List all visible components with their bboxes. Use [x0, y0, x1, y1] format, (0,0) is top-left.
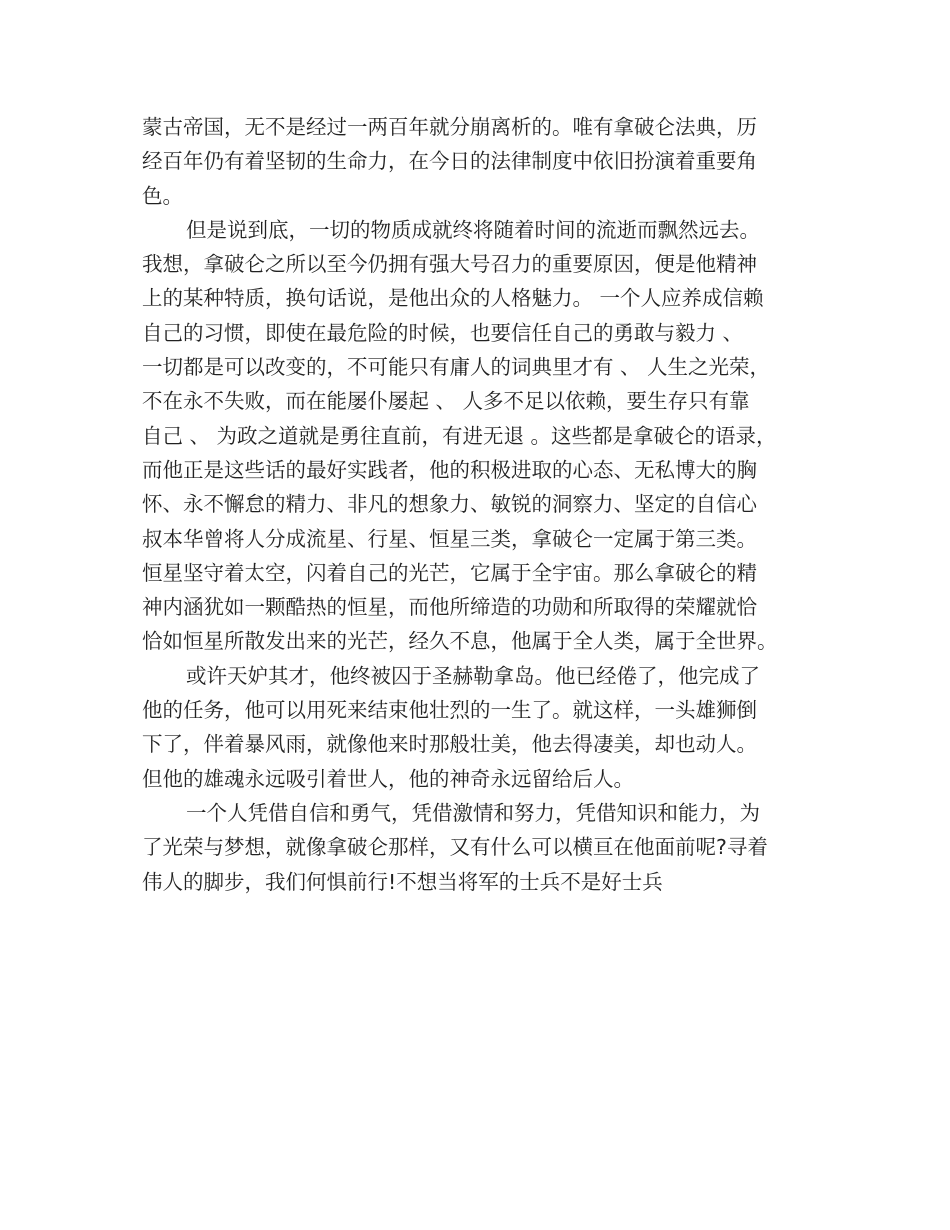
text-line: 伟人的脚步，我们何惧前行!不想当将军的士兵不是好士兵	[142, 869, 663, 894]
text-line: 上的某种特质，换句话说，是他出众的人格魅力。 一个人应养成信赖	[142, 286, 764, 311]
text-line: 一切都是可以改变的，不可能只有庸人的词典里才有 、 人生之光荣，	[142, 355, 771, 380]
text-line: 叔本华曾将人分成流星、行星、恒星三类，拿破仑一定属于第三类。	[142, 526, 757, 551]
text-line: 自己的习惯，即使在最危险的时候，也要信任自己的勇敢与毅力 、	[142, 320, 744, 345]
text-line: 或许天妒其才，他终被囚于圣赫勒拿岛。他已经倦了，他完成了	[186, 663, 760, 688]
text-line: 不在永不失败，而在能屡仆屡起 、 人多不足以依赖，要生存只有靠	[142, 389, 750, 414]
text-line: 而他正是这些话的最好实践者，他的积极进取的心态、无私博大的胸	[142, 457, 757, 482]
text-line: 但他的雄魂永远吸引着世人，他的神奇永远留给后人。	[142, 766, 634, 791]
text-line: 神内涵犹如一颗酷热的恒星，而他所缔造的功勋和所取得的荣耀就恰	[142, 595, 757, 620]
text-line: 下了，伴着暴风雨，就像他来时那般壮美，他去得凄美，却也动人。	[142, 732, 757, 757]
text-line: 恒星坚守着太空，闪着自己的光芒，它属于全宇宙。那么拿破仑的精	[142, 560, 757, 585]
text-line: 了光荣与梦想，就像拿破仑那样，又有什么可以横亘在他面前呢?寻着	[142, 835, 768, 860]
text-line: 色。	[142, 183, 183, 208]
text-line: 我想，拿破仑之所以至今仍拥有强大号召力的重要原因，便是他精神	[142, 252, 757, 277]
text-line: 经百年仍有着坚韧的生命力，在今日的法律制度中依旧扮演着重要角	[142, 149, 757, 174]
text-line: 他的任务，他可以用死来结束他壮烈的一生了。就这样，一头雄狮倒	[142, 698, 757, 723]
text-line: 怀、永不懈怠的精力、非凡的想象力、敏锐的洞察力、坚定的自信心	[142, 492, 757, 517]
body-text	[142, 110, 822, 899]
text-line: 恰如恒星所散发出来的光芒，经久不息，他属于全人类，属于全世界。	[142, 629, 778, 654]
text-line: 蒙古帝国，无不是经过一两百年就分崩离析的。唯有拿破仑法典，历	[142, 115, 757, 139]
text-line: 一个人凭借自信和勇气，凭借激情和努力，凭借知识和能力，为	[186, 800, 760, 825]
text-line: 但是说到底，一切的物质成就终将随着时间的流逝而飘然远去。	[186, 217, 760, 242]
text-line: 自己 、 为政之道就是勇往直前，有进无退 。这些都是拿破仑的语录，	[142, 423, 777, 448]
